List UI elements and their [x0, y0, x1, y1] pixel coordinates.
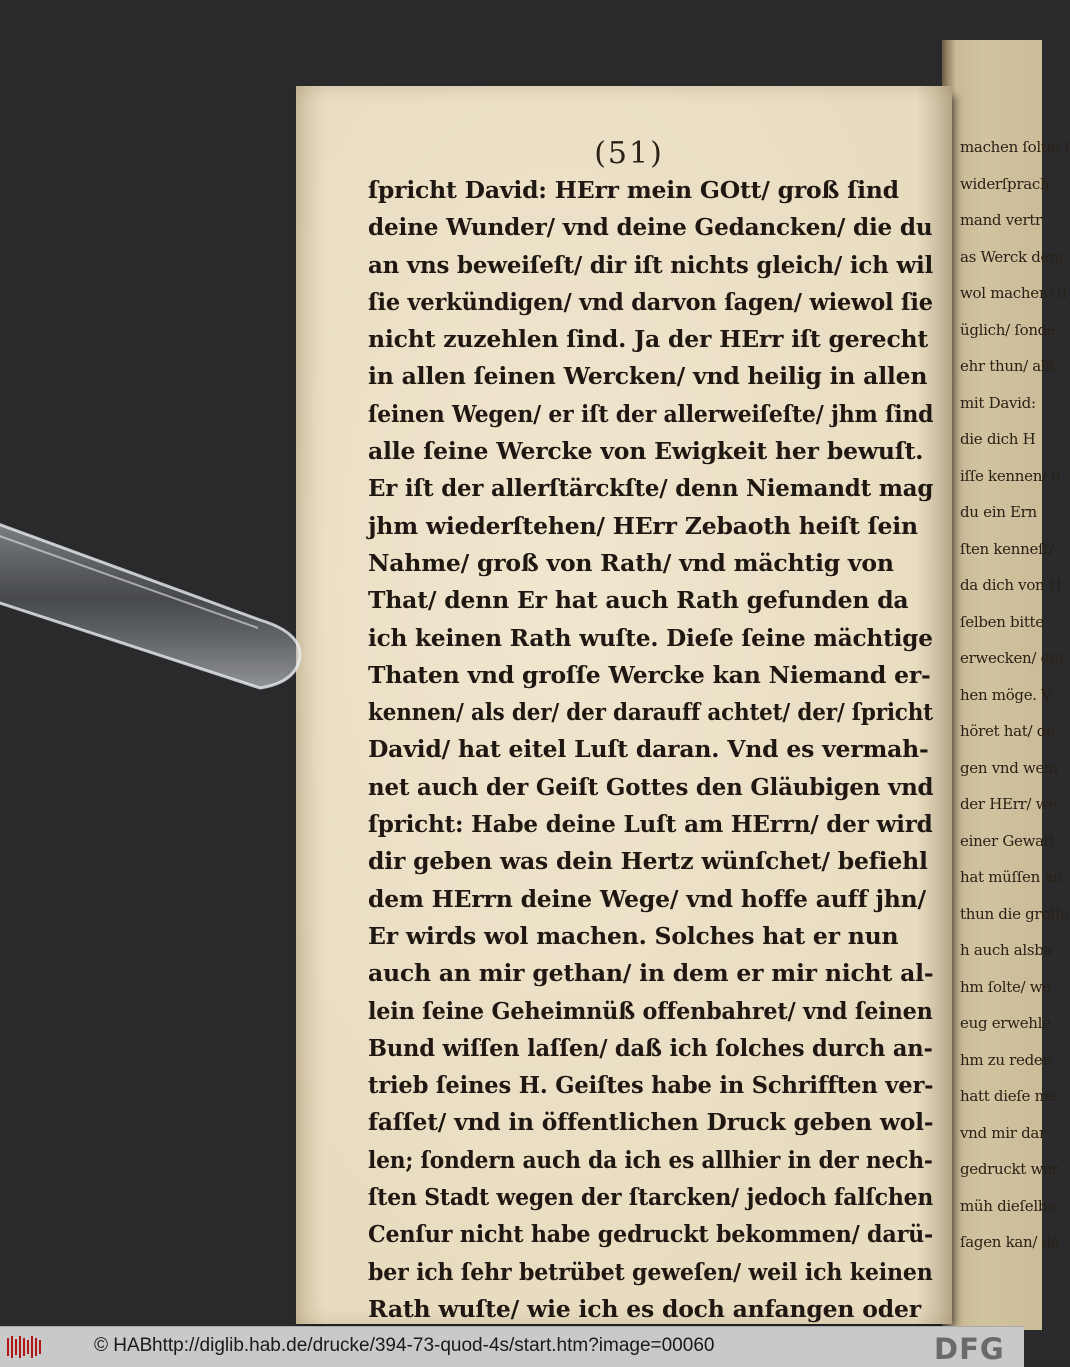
text-line: Er iſt der allerſtärckſte/ denn Niemandt mag: [368, 474, 934, 503]
text-line: jhm wiederſtehen/ HErr Zebaoth heiſt ſein: [368, 511, 918, 540]
source-url-link[interactable]: http://diglib.hab.de/drucke/394-73-quod-4s/start.htm?image=00060: [152, 1335, 715, 1356]
next-page-text-fragment: mand vertr: [960, 211, 1042, 229]
copyright-label: © HAB: [94, 1335, 153, 1356]
text-line: nicht zuzehlen ſind. Ja der HErr iſt gerecht: [368, 325, 929, 354]
page-number: (51): [594, 136, 664, 171]
next-page-text-fragment: höret hat/ de: [960, 722, 1055, 740]
hab-logo-icon: [6, 1335, 46, 1359]
next-page-text-fragment: gedruckt wer: [960, 1160, 1059, 1178]
text-line: ſpricht David: HErr mein GOtt/ groß ſind: [368, 176, 899, 204]
next-page-text-fragment: wol machen/ d: [960, 284, 1067, 302]
next-page-edge: [942, 40, 1070, 1330]
text-line: alle ſeine Wercke von Ewigkeit her bewuſt.: [368, 437, 924, 466]
text-line: ſten Stadt wegen der ſtarcken/ jedoch falſchen: [368, 1183, 934, 1212]
text-line: Bund wiſſen laſſen/ daß ich ſolches durch an-: [368, 1033, 933, 1062]
text-line: len; ſondern auch da ich es allhier in der nech-: [368, 1145, 933, 1174]
next-page-text-fragment: thun die groſſe: [960, 904, 1070, 923]
text-line: lein ſeine Geheimnüß offenbahret/ vnd ſeinen: [368, 996, 933, 1025]
text-line: ber ich ſehr betrübet geweſen/ weil ich keinen: [368, 1257, 933, 1286]
text-line: faſſet/ vnd in öffentlichen Druck geben wol-: [368, 1108, 934, 1137]
next-page-text-fragment: üglich/ ſonde: [960, 320, 1056, 339]
text-line: in allen ſeinen Wercken/ vnd heilig in allen: [368, 362, 928, 391]
next-page-text-fragment: machen ſolte/ ſ: [960, 138, 1070, 156]
next-page-text-fragment: hm zu reden: [960, 1050, 1052, 1069]
text-line: net auch der Geiſt Gottes den Gläubigen vnd: [368, 772, 934, 801]
next-page-text-fragment: hat müſſen an: [960, 868, 1063, 886]
text-line: Er wirds wol machen. Solches hat er nun: [368, 921, 899, 950]
next-page-text-fragment: der HErr/ we: [960, 795, 1057, 813]
text-line: David/ hat eitel Luſt daran. Vnd es vermah-: [368, 735, 929, 764]
next-page-text-fragment: ſagen kan/ da: [960, 1233, 1060, 1251]
text-line: kennen/ als der/ der darauff achtet/ der/ ſpricht: [368, 698, 933, 727]
next-page-text-fragment: mit David:: [960, 393, 1036, 412]
next-page-text-fragment: hen möge. V: [960, 685, 1052, 704]
text-line: dem HErrn deine Wege/ vnd hoffe auff jhn/: [368, 884, 926, 913]
next-page-text-fragment: hm ſolte/ we: [960, 977, 1051, 996]
next-page-text-fragment: du ein Ern: [960, 503, 1037, 521]
text-line: Cenſur nicht habe gedruckt bekommen/ darü-: [368, 1220, 934, 1249]
text-line: ſpricht: Habe deine Luſt am HErrn/ der wird: [368, 810, 933, 839]
next-page-text-fragment: as Werck dem: [960, 247, 1064, 266]
text-line: ich keinen Rath wuſte. Dieſe ſeine mächtige: [368, 623, 933, 652]
next-page-text-fragment: eug erwehle: [960, 1014, 1051, 1032]
text-line: Rath wuſte/ wie ich es doch anfangen oder: [368, 1294, 921, 1323]
book-page: [296, 86, 952, 1324]
text-line: ſeinen Wegen/ er iſt der allerweiſeſte/ jhm ſind: [368, 399, 934, 428]
next-page-text-fragment: widerſprach: [960, 174, 1050, 193]
page-text: [368, 172, 933, 1362]
dfg-logo: DFG: [934, 1332, 1005, 1366]
next-page-text-fragment: müh dieſelbe: [960, 1196, 1056, 1215]
glass-weight: [0, 470, 340, 710]
text-line: Nahme/ groß von Rath/ vnd mächtig von: [368, 548, 894, 577]
text-line: an vns beweiſeſt/ dir iſt nichts gleich/ ich wil: [368, 250, 933, 279]
text-line: dir geben was dein Hertz wünſchet/ befiehl: [368, 847, 928, 876]
next-page-text-fragment: erwecken/ der: [960, 649, 1066, 667]
next-page-text-fragment: hatt dieſe me: [960, 1087, 1058, 1105]
text-line: auch an mir gethan/ in dem er mir nicht al-: [368, 959, 934, 988]
footer-bar: [0, 1326, 1024, 1367]
next-page-text-fragment: gen vnd wein: [960, 758, 1058, 777]
text-line: Thaten vnd groſſe Wercke kan Niemand er-: [368, 660, 931, 689]
text-line: trieb ſeines H. Geiſtes habe in Schrifften ver-: [368, 1071, 934, 1100]
next-page-text-fragment: einer Gewalt: [960, 831, 1055, 850]
text-line: ſie verkündigen/ vnd darvon ſagen/ wiewol ſie: [368, 287, 933, 316]
next-page-text-fragment: ehr thun/ alß: [960, 357, 1056, 375]
next-page-text-fragment: iſſe kennen/ d: [960, 466, 1061, 485]
next-page-text-fragment: h auch alsba: [960, 941, 1053, 959]
next-page-text-fragment: ſelben bitte: [960, 612, 1044, 631]
next-page-text-fragment: vnd mir dar: [960, 1123, 1046, 1142]
next-page-text-fragment: da dich von H: [960, 576, 1062, 594]
next-page-text-fragment: die dich H: [960, 430, 1036, 448]
text-line: That/ denn Er hat auch Rath gefunden da: [368, 586, 909, 615]
next-page-text-fragment: ſten kenneſt/: [960, 539, 1054, 558]
text-line: deine Wunder/ vnd deine Gedancken/ die du: [368, 213, 933, 242]
